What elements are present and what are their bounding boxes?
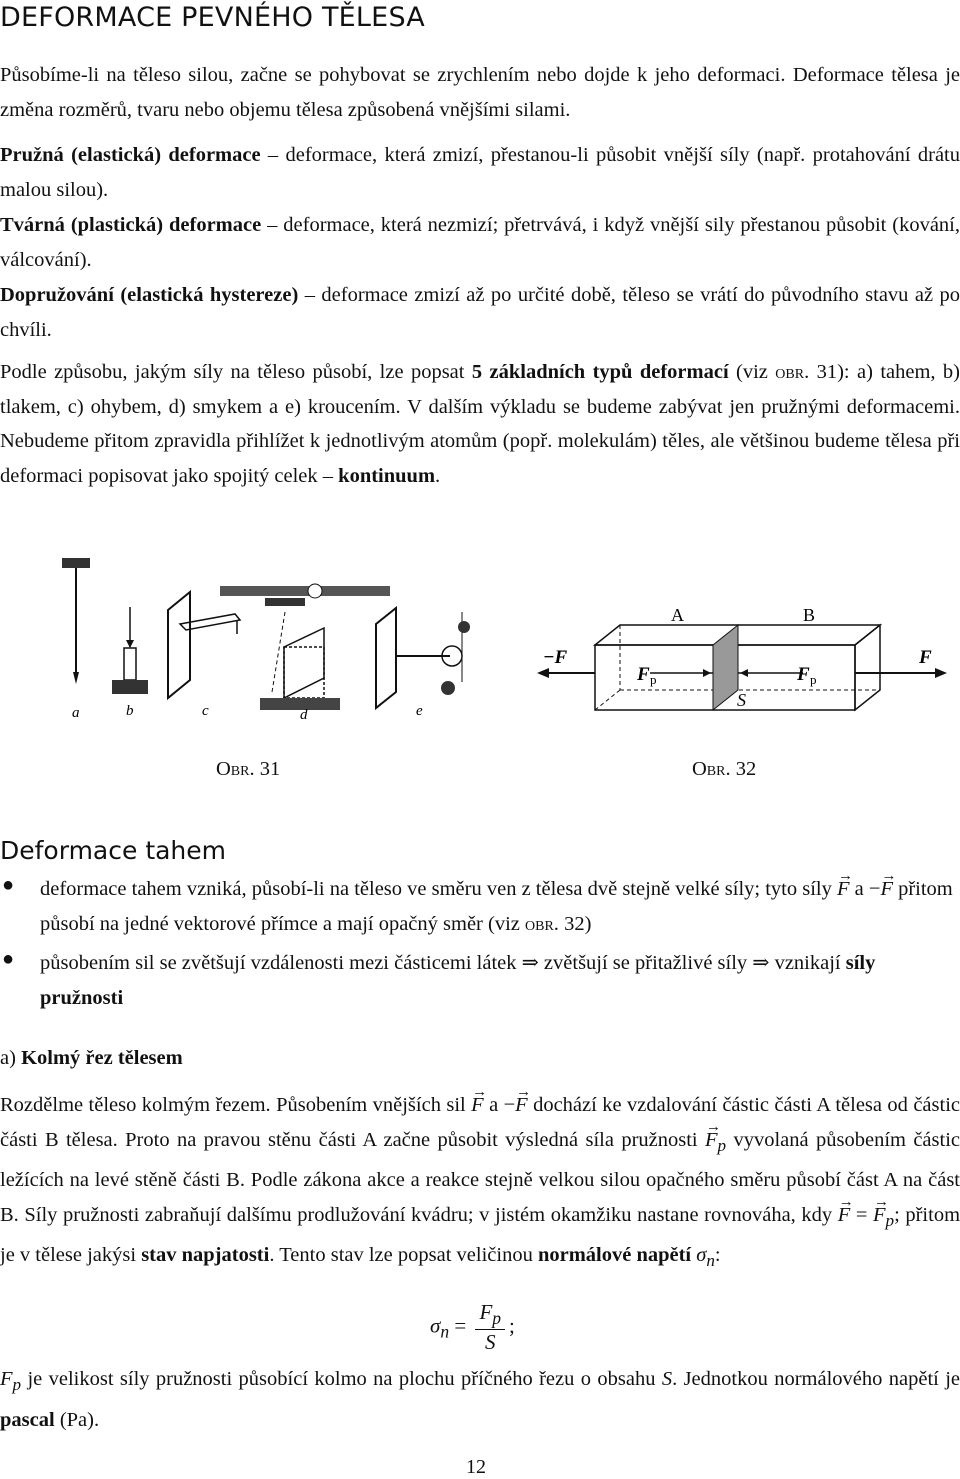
hysteresis-definition: – deformace zmizí až po určité době, těleso se vrátí do původního stavu až po chvíli. — [0, 284, 960, 341]
sigma-symbol: σ — [691, 1244, 707, 1267]
subsection-label: a) — [0, 1047, 22, 1069]
closing-text-c: (Pa). — [54, 1408, 100, 1431]
page-number: 12 — [466, 1456, 486, 1478]
subscript-n: n — [706, 1251, 715, 1271]
hysteresis-paragraph — [0, 278, 960, 347]
section-heading-tension: Deformace tahem — [0, 836, 227, 865]
para-text-f: ; přitom je v tělese jakýsi — [0, 1203, 960, 1267]
fig32-label-F: F — [919, 647, 932, 668]
caption32-word: Obr. — [692, 758, 731, 780]
elastic-forces-term: síly pružnosti — [40, 952, 876, 1009]
para-text-g: . Tento stav lze popsat veličinou — [269, 1244, 538, 1267]
deformation-types-paragraph — [0, 355, 960, 493]
subscript-p: p — [885, 1210, 895, 1230]
formula-sigma: σ — [430, 1313, 441, 1338]
fig32-label-neg-F: −F — [543, 647, 568, 668]
plastic-term: Tvárná (plastická) deformace — [0, 214, 262, 236]
vector-F: → F — [838, 1198, 851, 1233]
bullet-dot: ● — [2, 874, 15, 896]
page-title: DEFORMACE PEVNÉHO TĚLESA — [0, 2, 425, 33]
vector-Fp: → F — [705, 1123, 718, 1158]
fig31-shear-sketch — [220, 584, 390, 710]
subsection-heading-a — [0, 1041, 960, 1076]
caption31-num: 31 — [254, 758, 281, 780]
plastic-paragraph — [0, 208, 960, 277]
bullet-item-2 — [0, 946, 960, 1016]
bullet2-text-a: působením sil se zvětšují vzdálenosti mezi částicemi látek ⇒ zvětšují se přitažlivé síly ⇒ vznikají — [40, 952, 846, 974]
caption32-num: 32 — [730, 758, 757, 780]
para-equals: = — [850, 1203, 873, 1226]
fig31-compression-sketch — [112, 607, 148, 694]
fig31-label-d: d — [300, 707, 308, 723]
caption31-word: Obr. — [216, 758, 255, 780]
bullet1-text-b: a − — [849, 878, 881, 900]
figure-ref: obr. — [775, 361, 810, 383]
formula-semicolon: ; — [509, 1313, 515, 1338]
fig31-label-e: e — [416, 703, 423, 719]
figure-32-tension-block — [535, 605, 950, 720]
closing-text-b: . Jednotkou normálového napětí je — [672, 1368, 960, 1390]
fig31-label-c: c — [202, 703, 209, 719]
intro-paragraph — [0, 58, 960, 127]
fig32-label-Fp-left: F — [637, 664, 650, 685]
fig32-label-S: S — [737, 690, 746, 710]
para-text-b: a − — [483, 1094, 516, 1116]
fig32-label-B: B — [803, 605, 816, 625]
fig32-label-p-left: p — [650, 672, 657, 687]
para-colon: : — [714, 1244, 721, 1267]
deformation-definition: je změna rozměrů, tvaru nebo objemu tělesa způsobená vnějšími silami. — [0, 64, 960, 121]
bullet-item-1 — [0, 872, 960, 942]
formula-sub-p: p — [492, 1308, 502, 1329]
fig31-label-b: b — [126, 703, 134, 719]
deformation-term: Deformace tělesa — [792, 64, 938, 86]
fig31-torsion-sketch — [376, 608, 470, 708]
formula-fraction — [475, 1300, 505, 1355]
normal-stress-formula — [430, 1300, 515, 1355]
subsection-title: Kolmý řez tělesem — [21, 1047, 183, 1069]
fig32-label-A: A — [671, 605, 684, 625]
formula-denominator — [475, 1330, 505, 1355]
formula-numerator — [475, 1300, 505, 1330]
types-bold: 5 základních typů deformací — [471, 361, 729, 383]
bullet1-text-c: přitom působí na jedné vektorové přímce a mají opačný směr (viz — [40, 878, 953, 935]
caption-figure-32 — [692, 758, 756, 781]
fig31-bending-sketch — [168, 592, 240, 698]
vector-F: → F — [837, 872, 850, 907]
subscript-p: p — [717, 1135, 727, 1155]
closing-sub-p: p — [12, 1375, 22, 1395]
hysteresis-term: Dopružování (elastická hystereze) — [0, 284, 299, 306]
vector-F: → F — [515, 1088, 528, 1123]
formula-S: S — [484, 1330, 496, 1355]
closing-F: F — [0, 1368, 13, 1390]
bullet1-text-d: 32) — [558, 912, 592, 935]
types-text-end: . — [435, 464, 441, 487]
bullet-dot: ● — [2, 948, 15, 970]
types-text-a: Podle způsobu, jakým síly na těleso působí, lze popsat — [0, 361, 472, 383]
kontinuum-term: kontinuum — [338, 464, 436, 487]
vector-Fp: → F — [873, 1198, 886, 1233]
formula-F: F — [479, 1300, 493, 1324]
types-text-c: 31): a) tahem, b) tlakem, c) ohybem, d) smykem a e) kroucením. V dalším výkladu se budeme zabývat jen pružnými deformacemi. Nebudeme přitom zpravidla přihlížet k jednotlivým atomům (popř. molekulám) těles, ale většinou budeme tělesa při deformaci popisovat jako spojitý celek – — [0, 361, 960, 487]
closing-text-a: je velikost síly pružnosti působící kolmo na plochu příčného řezu o obsahu — [21, 1368, 662, 1390]
pascal-term: pascal — [0, 1408, 55, 1431]
elastic-paragraph — [0, 138, 960, 207]
vector-F: → F — [880, 872, 893, 907]
para-text-a: Rozdělme těleso kolmým řezem. Působením vnějších sil — [0, 1094, 472, 1116]
stress-state-term: stav napjatosti — [141, 1244, 270, 1267]
intro-sentence-1: Působíme-li na těleso silou, začne se pohybovat se zrychlením nebo dojde k jeho deformaci. — [0, 64, 786, 86]
elastic-definition: – deformace, která zmizí, přestanou-li působit vnější síly (např. protahování drátu malou silou). — [0, 144, 960, 201]
para-text-d: vyvolaná působením částic ležících na levé stěně části B. Podle zákona akce a reakce stejně velkou silou opačného směru působí část A na část B. Síly pružnosti zabraňují dalšímu prodlužování kvádru; v jistém okamžiku nastane rovnováha, kdy — [0, 1128, 960, 1226]
formula-sub-n: n — [440, 1321, 450, 1342]
formula-equals: = — [449, 1313, 472, 1338]
bullet-1-text — [40, 872, 960, 941]
fig31-label-a: a — [72, 705, 80, 721]
figure-ref: obr. — [525, 912, 559, 935]
normal-stress-term: normálové napětí — [537, 1244, 692, 1267]
caption-figure-31 — [216, 758, 280, 781]
bullet-2-text — [40, 946, 960, 1015]
types-text-b: (viz — [728, 361, 776, 383]
vector-F: → F — [471, 1088, 484, 1123]
fig32-label-p-right: p — [810, 672, 817, 687]
figure-31-deformation-types — [40, 552, 480, 727]
closing-S: S — [661, 1368, 673, 1390]
para-text-c: dochází ke vzdalování částic části A tělesa od částic části B tělesa. Proto na pravou stěnu části A začne působit výsledná síla pružnosti — [0, 1094, 960, 1151]
fig32-label-Fp-right: F — [797, 664, 810, 685]
plastic-definition: – deformace, která nezmizí; přetrvává, i když vnější sily přestanou působit (kování, válcování). — [0, 214, 960, 271]
closing-paragraph — [0, 1362, 960, 1437]
fig31-tension-sketch — [62, 558, 90, 684]
bullet1-text-a: deformace tahem vzniká, působí-li na těleso ve směru ven z tělesa dvě stejně velké síly; tyto síly — [40, 878, 837, 900]
elastic-term: Pružná (elastická) deformace — [0, 144, 261, 166]
cross-section-paragraph — [0, 1088, 960, 1279]
